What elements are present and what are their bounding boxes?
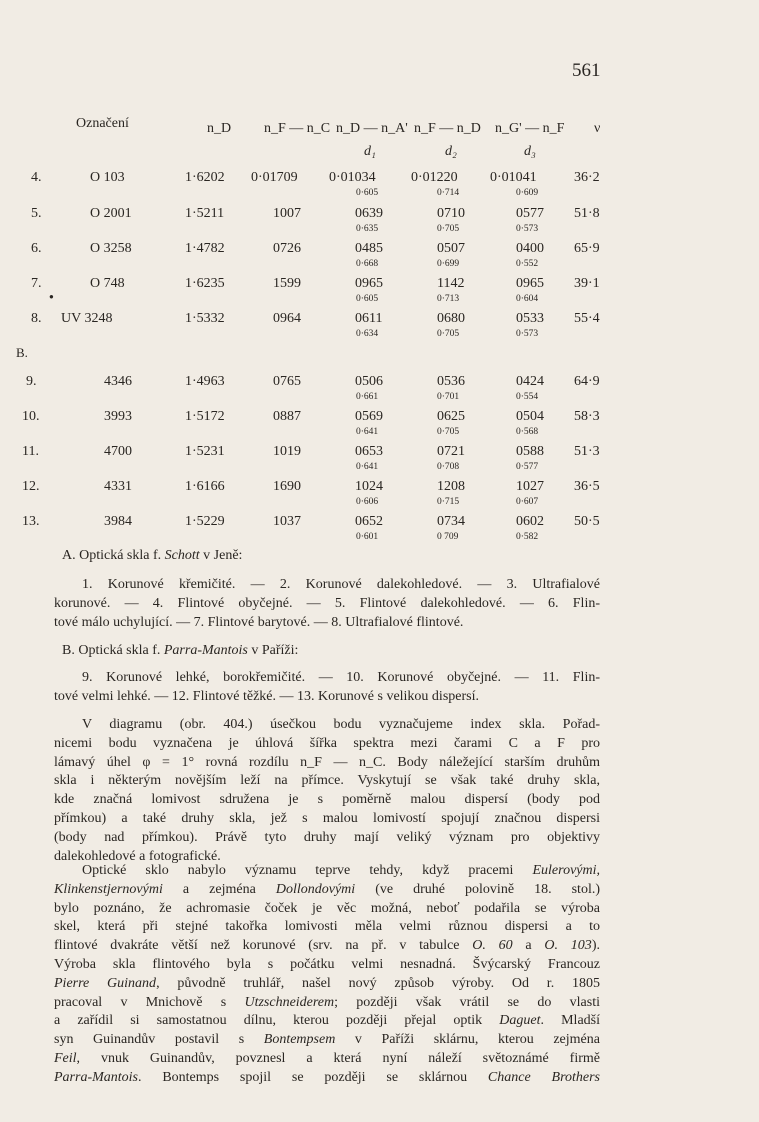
row-code: 3993 — [104, 409, 132, 424]
row-d3: 0504 — [516, 409, 544, 424]
text: v Paříži sklárnu, kterou zejména — [335, 1032, 600, 1048]
row-nd: 1·5172 — [185, 409, 225, 424]
row-ratio-3: 0·573 — [516, 329, 539, 339]
row-nd: 1·4782 — [185, 241, 225, 256]
header-d3: d₃ — [524, 144, 536, 159]
paragraph-line — [54, 862, 600, 881]
section-a-caption — [62, 548, 242, 564]
header-nf-nd: n_F — n_D — [414, 121, 481, 136]
row-nf-nc: 1019 — [273, 444, 301, 459]
row-d3: 0424 — [516, 374, 544, 389]
row-nf-nc: 1599 — [273, 276, 301, 291]
paragraph-line — [54, 1031, 600, 1050]
row-d1: 0639 — [355, 206, 383, 221]
row-ratio-2: 0·715 — [437, 497, 460, 507]
row-d1: 0965 — [355, 276, 383, 291]
row-ratio-1: 0·641 — [356, 427, 379, 437]
row-num: 12. — [22, 479, 40, 494]
row-ratio-3: 0·609 — [516, 188, 539, 198]
row-code: 4700 — [104, 444, 132, 459]
text: a zejména — [162, 881, 276, 897]
row-nf-nc: 0·01709 — [251, 170, 298, 185]
row-nf-nc: 0964 — [273, 311, 301, 326]
table-row — [0, 374, 759, 410]
row-d3: 0965 — [516, 276, 544, 291]
row-nd: 1·6166 — [185, 479, 225, 494]
row-ratio-1: 0·634 — [356, 329, 379, 339]
name-daguet: Daguet — [499, 1013, 541, 1029]
row-d1: 1024 — [355, 479, 383, 494]
text: , vnuk Guinandův, povznesl a která nyní náleží světoznámé firmě — [76, 1050, 600, 1066]
row-d2: 1208 — [437, 479, 465, 494]
row-d2: 1142 — [437, 276, 465, 291]
row-nf-nc: 1007 — [273, 206, 301, 221]
name-parra-mantois: Parra-Mantois — [54, 1069, 138, 1085]
row-nu: 36·5 — [574, 479, 600, 494]
row-d1: 0485 — [355, 241, 383, 256]
row-d1: 0569 — [355, 409, 383, 424]
table-row — [0, 444, 759, 480]
paragraph-line: (body nad přímkou). Právě tyto druhy mají veliký význam pro objektivy — [54, 829, 600, 845]
row-ratio-2: 0·705 — [437, 329, 460, 339]
row-code: 4331 — [104, 479, 132, 494]
row-ratio-3: 0·604 — [516, 294, 539, 304]
paragraph-line: nicemi bodu vyznačena je úhlová šířka spektra mezi čarami C a F pro — [54, 735, 600, 751]
row-nu: 51·3 — [574, 444, 600, 459]
row-ratio-2: 0·699 — [437, 259, 460, 269]
paragraph-line — [54, 937, 600, 956]
row-ratio-1: 0·641 — [356, 462, 379, 472]
row-nd: 1·5332 — [185, 311, 225, 326]
text: . Mladší — [540, 1013, 600, 1029]
row-ratio-3: 0·607 — [516, 497, 539, 507]
name-dollond: Dollondovými — [275, 881, 356, 897]
row-code: O 3258 — [90, 241, 132, 256]
section-a-line: korunové. — 4. Flintové obyčejné. — 5. Flintové dalekohledové. — 6. Flin- — [54, 595, 600, 611]
section-b-line: 9. Korunové lehké, borokřemičité. — 10. Korunové obyčejné. — 11. Flin- — [82, 670, 600, 685]
row-ratio-1: 0·605 — [356, 188, 379, 198]
row-num: 6. — [31, 241, 42, 256]
row-nd: 1·5231 — [185, 444, 225, 459]
row-ratio-1: 0·605 — [356, 294, 379, 304]
row-d2: 0·01220 — [411, 170, 458, 185]
table-row — [0, 276, 759, 312]
row-d3: 0602 — [516, 514, 544, 529]
row-nu: 58·3 — [574, 409, 600, 424]
row-num: 11. — [22, 444, 39, 459]
section-b-caption-pre: B. Optická skla f. — [62, 643, 164, 658]
section-b-caption — [62, 643, 298, 659]
row-code: O 2001 — [90, 206, 132, 221]
row-d3: 0533 — [516, 311, 544, 326]
section-b-company: Parra-Mantois — [163, 643, 248, 658]
section-a-list — [54, 576, 600, 632]
row-nf-nc: 0726 — [273, 241, 301, 256]
page-number: 561 — [572, 60, 601, 81]
row-nd: 1·4963 — [185, 374, 225, 389]
section-a-caption-post: v Jeně: — [199, 548, 243, 563]
section-a-caption-pre: A. Optická skla f. — [62, 548, 165, 563]
row-nu: 55·4 — [574, 311, 600, 326]
row-d3: 0·01041 — [490, 170, 537, 185]
name-chance-brothers: Chance Brothers — [487, 1069, 600, 1085]
row-nd: 1·6202 — [185, 170, 225, 185]
row-ratio-3: 0·573 — [516, 224, 539, 234]
paragraph-history — [54, 862, 600, 1088]
header-ng-nf: n_G' — n_F — [495, 121, 565, 136]
asterisk-mark: ● — [49, 292, 54, 301]
row-d1: 0611 — [355, 311, 383, 326]
row-num: 13. — [22, 514, 40, 529]
row-num: 10. — [22, 409, 40, 424]
header-nd: n_D — [207, 121, 232, 136]
row-nu: 64·9 — [574, 374, 600, 389]
text: ; později však vrátil se do vlasti — [334, 994, 600, 1010]
row-ratio-2: 0 709 — [437, 532, 459, 542]
section-a-company: Schott — [164, 548, 200, 563]
section-a-line: 1. Korunové křemičité. — 2. Korunové dalekohledové. — 3. Ultrafialové — [82, 577, 600, 592]
section-b-list — [54, 669, 600, 707]
table-row — [0, 241, 759, 277]
row-nu: 51·8 — [574, 206, 600, 221]
row-ratio-2: 0·701 — [437, 392, 460, 402]
paragraph-line: skla i některým novějším leží na přímce. Vyskytují se však také druhy skla, — [54, 773, 600, 789]
paragraph-line: kde značná lomivost sdružena je s poměrně malou dispersí (body pod — [54, 792, 600, 808]
row-d2: 0625 — [437, 409, 465, 424]
header-oznaceni: Označení — [76, 116, 129, 131]
table-row — [0, 409, 759, 445]
paragraph-line — [54, 881, 600, 900]
name-klinkenstjerna: Klinkenstjernovými — [54, 881, 163, 897]
row-num: 7. — [31, 276, 42, 291]
row-code: 4346 — [104, 374, 132, 389]
name-utzschneider: Utzschneiderem — [244, 994, 335, 1010]
paragraph-diagram — [54, 716, 600, 866]
row-ratio-2: 0·714 — [437, 188, 460, 198]
row-ratio-1: 0·606 — [356, 497, 379, 507]
text: . Bontemps spojil se později se sklárnou — [138, 1069, 488, 1085]
row-code: UV 3248 — [61, 311, 113, 326]
section-b-caption-post: v Paříži: — [247, 643, 299, 658]
row-nu: 65·9 — [574, 241, 600, 256]
paragraph-line — [54, 1050, 600, 1069]
row-ratio-2: 0·708 — [437, 462, 460, 472]
row-num: 5. — [31, 206, 42, 221]
row-d2: 0680 — [437, 311, 465, 326]
row-nd: 1·5229 — [185, 514, 225, 529]
text: (ve druhé polovině 18. stol.) — [355, 881, 600, 897]
group-b-label: B. — [16, 345, 28, 360]
row-num: 9. — [26, 374, 37, 389]
row-nu: 36·2 — [574, 170, 600, 185]
name-bontemps: Bontempsem — [263, 1032, 336, 1048]
table-row — [0, 311, 759, 347]
header-d1: d₁ — [364, 144, 376, 159]
row-d2: 0734 — [437, 514, 465, 529]
row-ratio-2: 0·705 — [437, 427, 460, 437]
row-nf-nc: 0887 — [273, 409, 301, 424]
row-nf-nc: 1690 — [273, 479, 301, 494]
text: , původně truhlář, našel nový způsob výroby. Od r. 1805 — [156, 975, 601, 991]
row-code: 3984 — [104, 514, 132, 529]
row-d3: 0588 — [516, 444, 544, 459]
table-row — [0, 479, 759, 515]
section-a-line: tové málo uchylující. — 7. Flintové barytové. — 8. Ultrafialové flintové. — [54, 614, 464, 630]
header-nu: ν — [594, 121, 601, 136]
row-d2: 0721 — [437, 444, 465, 459]
row-ratio-3: 0·552 — [516, 259, 539, 269]
paragraph-line: skel, která při stejné takořka lomivosti měla velmi různou dispersi a to — [54, 919, 600, 935]
name-euler: Eulerovými, — [532, 863, 600, 878]
row-d1: 0506 — [355, 374, 383, 389]
row-nu: 50·5 — [574, 514, 600, 529]
section-b-line: tové velmi lehké. — 12. Flintové těžké. — 13. Korunové s velikou dispersí. — [54, 688, 479, 704]
row-d1: 0653 — [355, 444, 383, 459]
text: pracoval v Mnichově s — [54, 994, 245, 1010]
row-ratio-1: 0·661 — [356, 392, 379, 402]
paragraph-line — [54, 975, 600, 994]
text: syn Guinandův postavil s — [54, 1032, 264, 1048]
row-ratio-2: 0·705 — [437, 224, 460, 234]
row-nf-nc: 0765 — [273, 374, 301, 389]
name-feil: Feil — [54, 1050, 77, 1066]
row-d1: 0652 — [355, 514, 383, 529]
row-num: 8. — [31, 311, 42, 326]
row-d3: 0577 — [516, 206, 544, 221]
paragraph-line — [54, 1012, 600, 1031]
row-d2: 0710 — [437, 206, 465, 221]
paragraph-line: lámavý úhel φ = 1° rovná rozdílu n_F — n_C. Body náležející starším druhům — [54, 754, 600, 770]
row-ratio-1: 0·635 — [356, 224, 379, 234]
row-num: 4. — [31, 170, 42, 185]
table-row — [0, 514, 759, 550]
text: a zařídil si samostatnou dílnu, kterou později přejal optik — [54, 1013, 500, 1029]
paragraph-line: V diagramu (obr. 404.) úsečkou bodu vyznačujeme index skla. Pořad- — [82, 717, 600, 732]
row-d2: 0536 — [437, 374, 465, 389]
row-ratio-3: 0·554 — [516, 392, 539, 402]
row-nu: 39·1 — [574, 276, 600, 291]
paragraph-line: Výroba skla flintového byla s počátku velmi nesnadná. Švýcarský Francouz — [54, 956, 600, 972]
header-nd-na: n_D — n_A' — [336, 121, 408, 136]
row-ratio-1: 0·601 — [356, 532, 379, 542]
text: Optické sklo nabylo významu teprve tehdy, když pracemi — [82, 863, 533, 878]
name-guinand: Pierre Guinand — [54, 975, 157, 991]
table-ref-1: O. 60 — [472, 938, 513, 954]
row-nf-nc: 1037 — [273, 514, 301, 529]
row-nd: 1·6235 — [185, 276, 225, 291]
paragraph-line: dalekohledové a fotografické. — [54, 848, 221, 864]
table-ref-2: O. 103 — [544, 938, 592, 954]
paragraph-line: přímkou) a také druhy skla, jež s malou lomivostí spojují značnou dispersi — [54, 810, 600, 826]
paragraph-line — [54, 994, 600, 1013]
table-row — [0, 170, 759, 206]
table-row — [0, 206, 759, 242]
row-ratio-3: 0·577 — [516, 462, 539, 472]
row-d3: 0400 — [516, 241, 544, 256]
row-ratio-3: 0·568 — [516, 427, 539, 437]
row-nd: 1·5211 — [185, 206, 225, 221]
row-d3: 1027 — [516, 479, 544, 494]
header-d2: d₂ — [445, 144, 457, 159]
row-code: O 103 — [90, 170, 125, 185]
text: ). — [591, 938, 600, 954]
text: a — [512, 938, 545, 954]
text: flintové dvakráte větší než korunové (srv. na př. v tabulce — [54, 938, 473, 954]
paragraph-line — [54, 1069, 600, 1088]
row-d2: 0507 — [437, 241, 465, 256]
paragraph-line: bylo poznáno, že achromasie čoček je věc možná, neboť podařila se výroba — [54, 900, 600, 916]
row-ratio-3: 0·582 — [516, 532, 539, 542]
row-ratio-2: 0·713 — [437, 294, 460, 304]
row-ratio-1: 0·668 — [356, 259, 379, 269]
header-nf-nc: n_F — n_C — [264, 121, 331, 136]
row-code: O 748 — [90, 276, 125, 291]
row-d1: 0·01034 — [329, 170, 376, 185]
